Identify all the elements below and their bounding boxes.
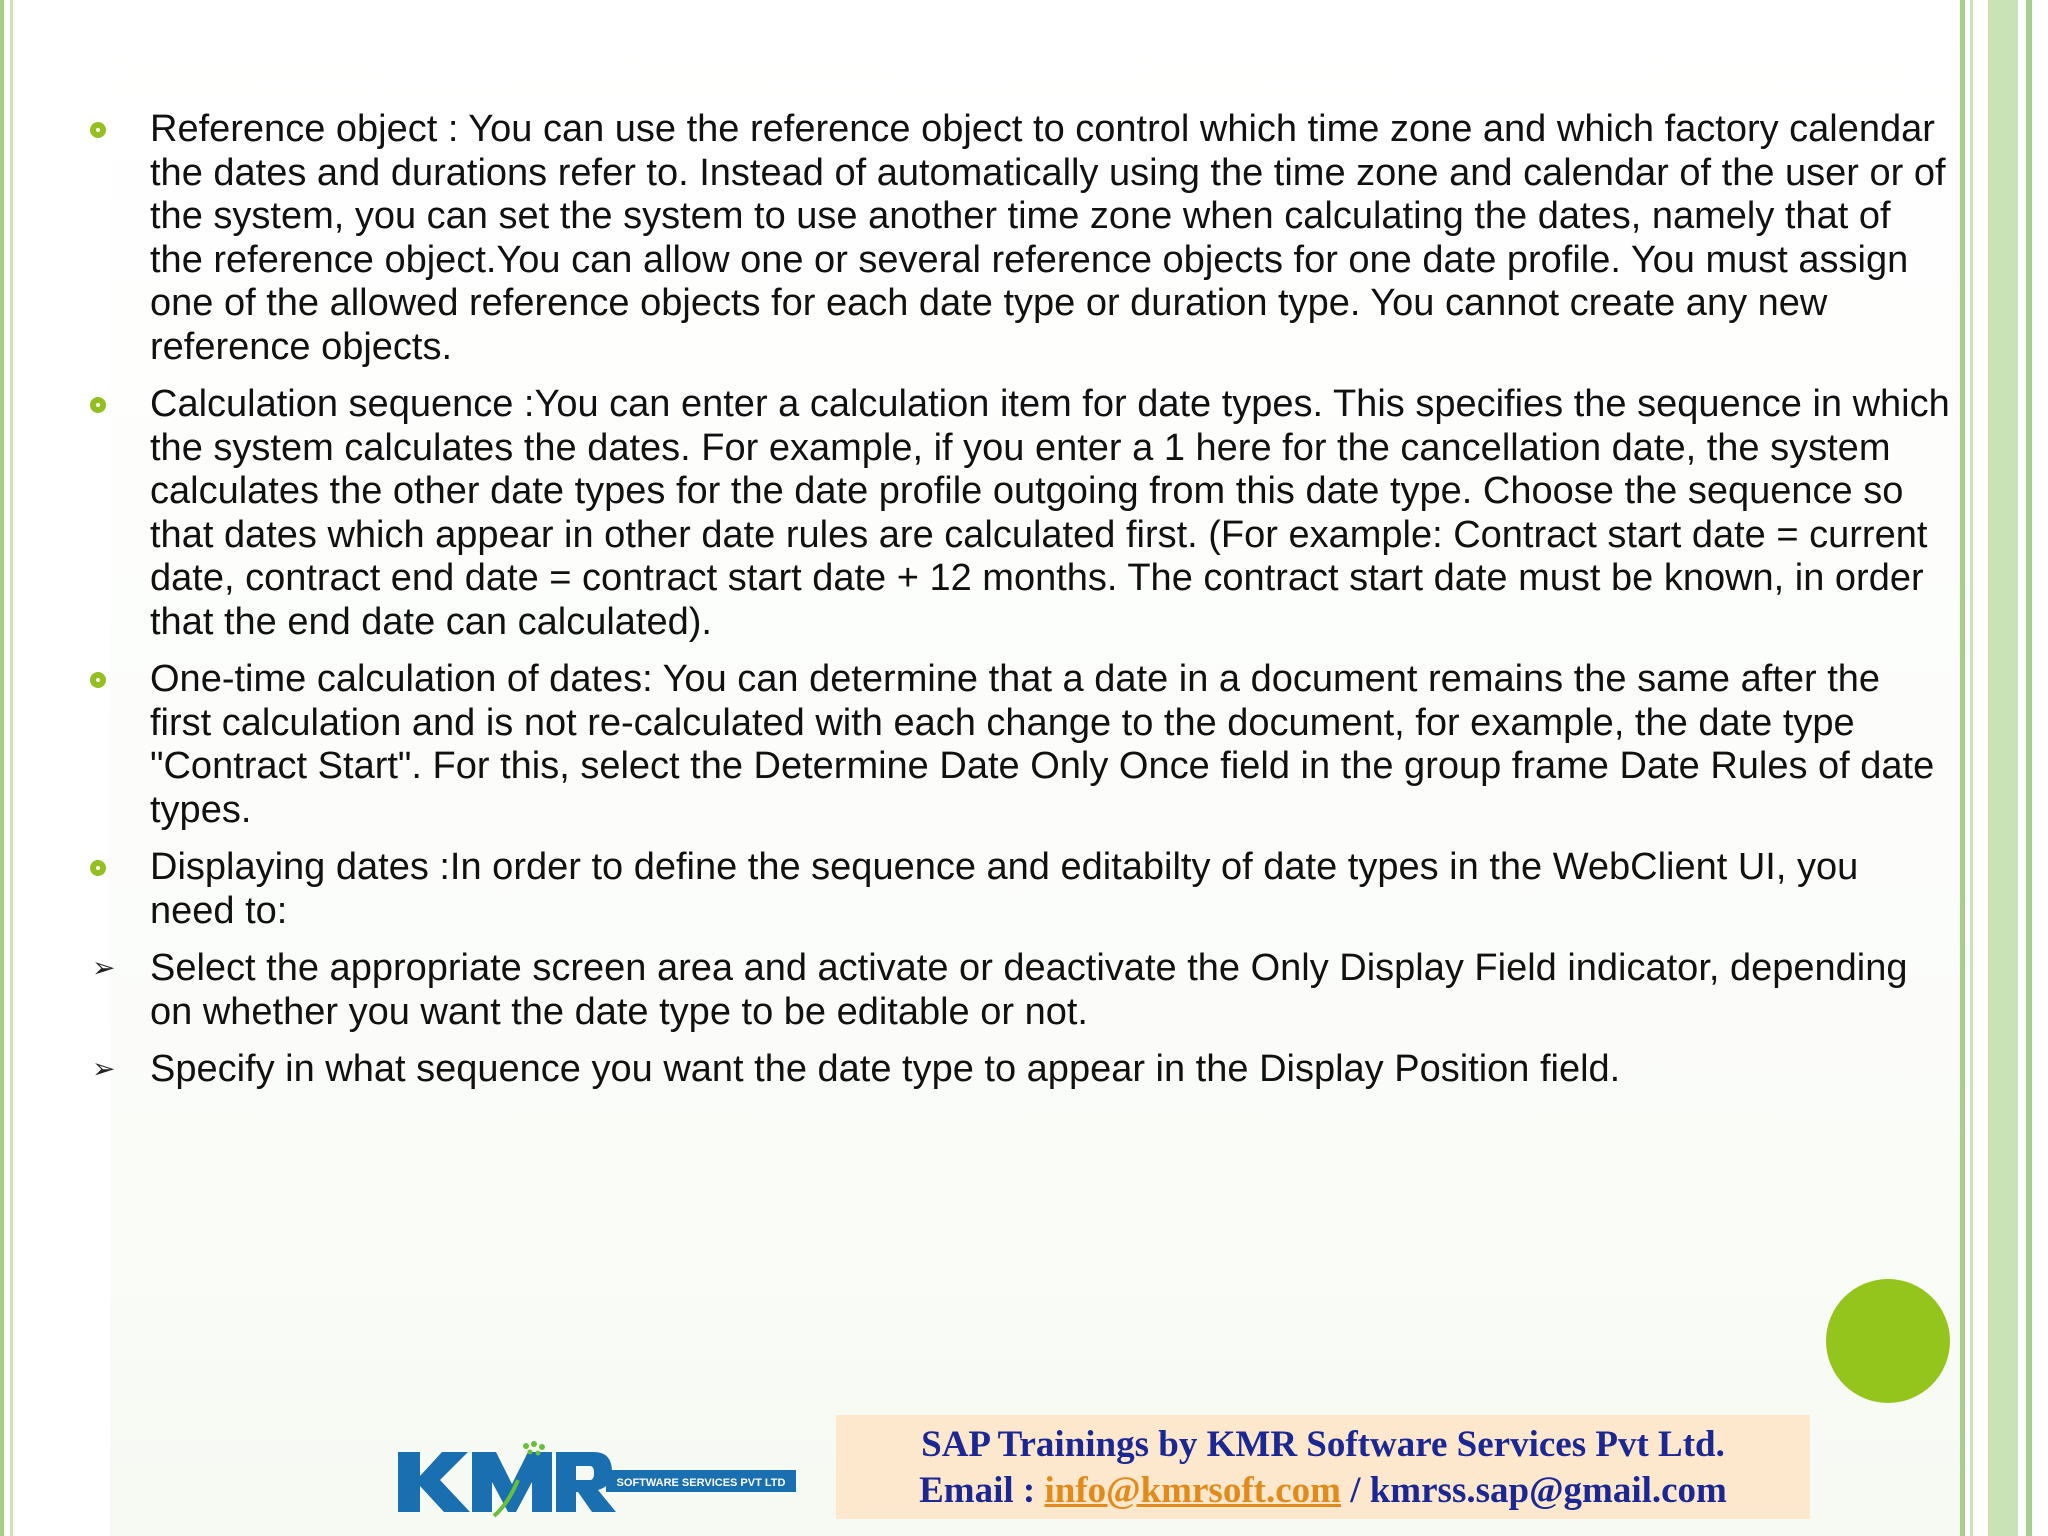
footer-contact-box [836,1415,1810,1519]
circle-bullet-icon [90,860,106,876]
circle-bullet-icon [90,122,106,138]
arrow-bullet-icon: ➢ [92,1052,116,1085]
left-border-stripe-inner [10,0,13,1536]
email-label: Email : [919,1470,1045,1511]
sub-bullet-item-select-screen-area [90,947,1950,1034]
footer-email-line [836,1469,1810,1513]
bullet-text: One-time calculation of dates: You can determine that a date in a document remains the same after the first calculation and is not re-calculated with each change to the document, for example, the date type "Contract Start". For this, select the Determine Date Only Once field in the group frame Date Rules of date types. [150,658,1935,831]
footer-title: SAP Trainings by KMR Software Services Pvt Ltd. [921,1424,1725,1465]
bullet-item-displaying-dates [90,846,1950,933]
right-stripe-4 [2026,0,2032,1536]
circle-bullet-icon [90,397,106,413]
bullet-item-reference-object [90,108,1950,369]
bullet-text: Specify in what sequence you want the date type to appear in the Display Position field. [150,1048,1621,1090]
email-alt: / kmrss.sap@gmail.com [1340,1470,1727,1511]
slide-content [90,108,1950,1106]
email-link[interactable]: info@kmrsoft.com [1044,1470,1341,1511]
kmr-logo [398,1440,798,1520]
bullet-item-calculation-sequence [90,383,1950,644]
bullet-text: Reference object : You can use the reference object to control which time zone and which factory calendar the dates and durations refer to. Instead of automatically using the time zone and calendar of the user or of the system, you can set the system to use another time zone when calculating the dates, namely that of the reference object.You can allow one or several reference objects for one date profile. You must assign one of the allowed reference objects for each date type or duration type. You cannot create any new reference objects. [150,108,1946,368]
arrow-bullet-icon: ➢ [92,951,116,984]
bullet-text: Calculation sequence :You can enter a calculation item for date types. This specifies the sequence in which the system calculates the dates. For example, if you enter a 1 here for the cancellation date, the system calculates the other date types for the date profile outgoing from this date type. Choose the sequence so that dates which appear in other date rules are calculated first. (For example: Contract start date = current date, contract end date = contract start date + 12 months. The contract start date must be known, in order that the end date can calculated). [150,383,1950,643]
sub-bullet-item-display-position [90,1048,1950,1092]
left-border-stripe [0,0,4,1536]
kmr-logo-graphic [398,1440,798,1520]
bullet-item-one-time-calculation [90,658,1950,832]
right-stripe-2 [1970,0,1973,1536]
right-stripe-1 [1960,0,1965,1536]
bullet-text: Select the appropriate screen area and activate or deactivate the Only Display Field indicator, depending on whether you want the date type to be editable or not. [150,947,1908,1033]
bullet-text: Displaying dates :In order to define the sequence and editabilty of date types in the WebClient UI, you need to: [150,846,1859,932]
right-stripe-3 [1988,0,2018,1536]
circle-bullet-icon [90,672,106,688]
decorative-green-circle [1826,1279,1950,1403]
logo-tagline: SOFTWARE SERVICES PVT LTD [616,1477,786,1489]
